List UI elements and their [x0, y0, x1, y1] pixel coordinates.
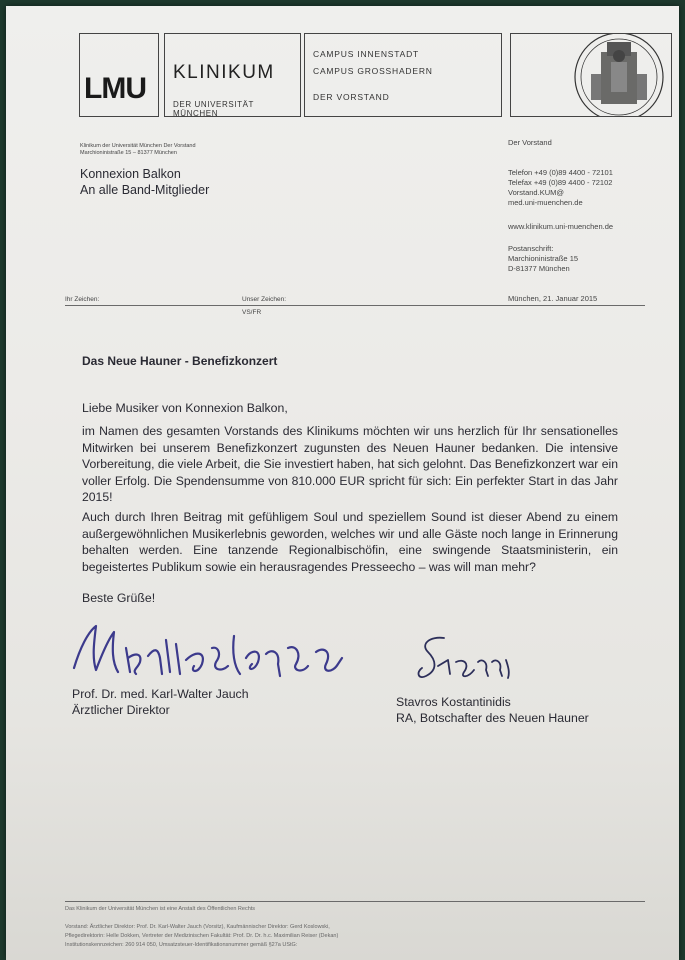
klinikum-title: KLINIKUM	[173, 62, 275, 83]
contact-block	[508, 138, 613, 274]
unser-zeichen-value: VS/FR	[242, 309, 262, 316]
footer-rule	[65, 901, 645, 902]
contact-department: Der Vorstand	[508, 138, 552, 147]
letter-closing: Beste Grüße!	[82, 591, 156, 605]
campus-innenstadt: CAMPUS INNENSTADT	[313, 49, 420, 59]
letter-paragraph-2: Auch durch Ihren Beitrag mit gefühligem Soul und speziellem Sound ist dieser Abend zu einem außergewöhnlichen Musikerlebnis geworden, welches wir und alle Gäste noch lange in Erinnerung behalten werden. Eine tanzende Regionalbischöfin, eine swingende Staatsministerin, ein begeistertes Publikum sowie ein herausragendes Presseecho – was will man mehr?	[82, 510, 618, 574]
signature-left-name: Prof. Dr. med. Karl-Walter Jauch	[72, 687, 249, 701]
signature-right-name: Stavros Kostantinidis	[396, 695, 511, 709]
unser-zeichen-label: Unser Zeichen:	[242, 296, 287, 303]
der-vorstand-label: DER VORSTAND	[313, 92, 390, 102]
signature-right-title: RA, Botschafter des Neuen Hauner	[396, 711, 589, 725]
letter-subject: Das Neue Hauner - Benefizkonzert	[82, 354, 278, 368]
lmu-logo-text: LMU	[84, 72, 146, 105]
recipient-line-1: Konnexion Balkon	[80, 167, 181, 181]
letter-paragraph-1: im Namen des gesamten Vorstands des Klinikums möchten wir uns herzlich für Ihr sensationelles Mitwirken bei unserem Benefizkonzert zugunsten des Neuen Hauner bedanken. Die intensive Vorbereitung, die viele Arbeit, die Sie investiert haben, hat sich gelohnt. Das Benefizkonzert war ein voller Erfolg. Die Spendensumme von 810.000 EUR spricht für sich: Ein perfekter Start in das Jahr 2015!	[82, 424, 618, 504]
footer-line-3: Pflegedirektorin: Helle Dokken, Vertreter der Medizinischen Fakultät: Prof. Dr. Dr. h.c. Maximilian Reiser (Dekan)	[65, 933, 339, 939]
campus-box	[304, 33, 502, 117]
letter-date: München, 21. Januar 2015	[508, 294, 598, 303]
postal-city: D-81377 München	[508, 264, 570, 273]
footer-line-2: Vorstand: Ärztlicher Direktor: Prof. Dr. Karl-Walter Jauch (Vorsitz), Kaufmännischer Direktor: Gerd Koslowski,	[65, 924, 330, 930]
footer-line-4: Institutionskennzeichen: 260 914 050, Umsatzsteuer-Identifikationsnummer gemäß §27a UStG:	[65, 942, 298, 948]
signature-left	[66, 618, 366, 690]
contact-website: www.klinikum.uni-muenchen.de	[508, 222, 614, 231]
signature-right	[408, 630, 518, 692]
signature-right-block	[396, 694, 589, 726]
footer-line-1: Das Klinikum der Universität München ist eine Anstalt des Öffentlichen Rechts	[65, 906, 256, 912]
reference-rule	[65, 305, 645, 306]
contact-email-1: Vorstand.KUM@	[508, 188, 564, 197]
klinikum-logo	[164, 33, 301, 117]
contact-email-2: med.uni-muenchen.de	[508, 198, 583, 207]
contact-phone: Telefon +49 (0)89 4400 - 72101	[508, 168, 613, 177]
contact-fax: Telefax +49 (0)89 4400 - 72102	[508, 178, 613, 187]
letter-page	[6, 6, 679, 960]
signature-left-title: Ärztlicher Direktor	[72, 703, 170, 717]
ihr-zeichen-label: Ihr Zeichen:	[65, 296, 100, 303]
recipient-address	[80, 166, 209, 198]
sender-address	[80, 143, 196, 157]
klinikum-subtitle: DER UNIVERSITÄT MÜNCHEN	[173, 100, 254, 118]
seal-icon	[511, 34, 671, 116]
sender-line-1: Klinikum der Universität München Der Vorstand	[80, 143, 196, 149]
recipient-line-2: An alle Band-Mitglieder	[80, 183, 210, 197]
postal-label: Postanschrift:	[508, 244, 554, 253]
letter-greeting: Liebe Musiker von Konnexion Balkon,	[82, 401, 288, 415]
lmu-logo	[79, 33, 159, 117]
sender-line-2: Marchioninistraße 15 – 81377 München	[80, 150, 177, 156]
postal-street: Marchioninistraße 15	[508, 254, 579, 263]
university-seal	[510, 33, 672, 117]
campus-grosshadern: CAMPUS GROSSHADERN	[313, 66, 433, 76]
signature-left-block	[72, 686, 249, 718]
